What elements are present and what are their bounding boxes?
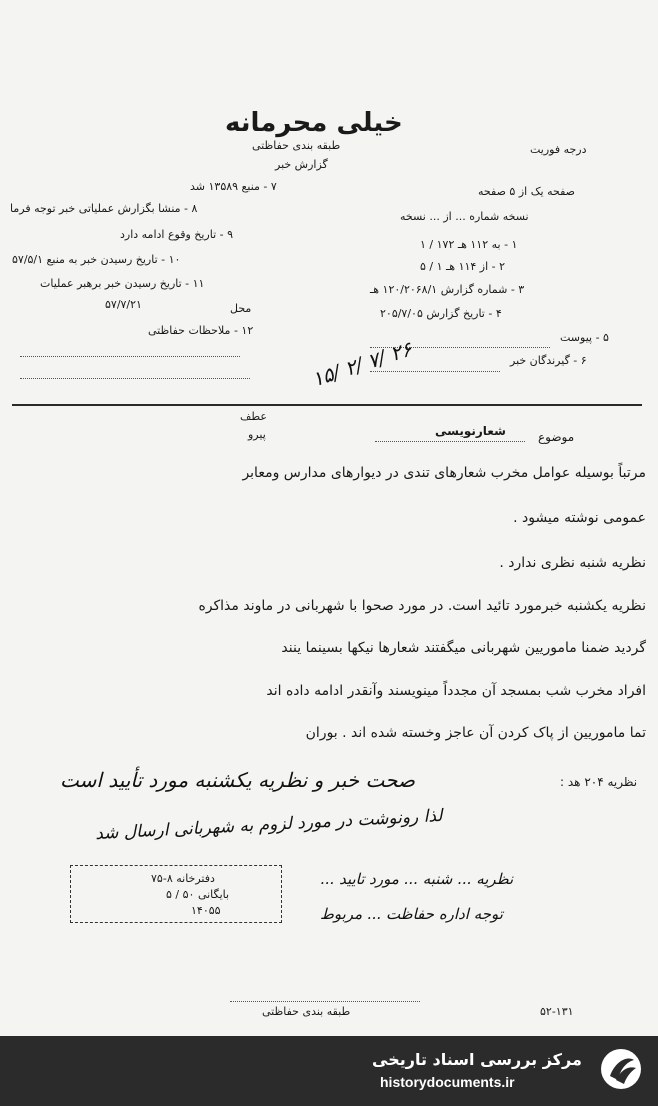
opinion-label: نظریه ۲۰۴ هد : (560, 775, 638, 789)
ref-label: عطف (240, 410, 267, 423)
field-ops-date-value: ۵۷/۷/۲۱ (105, 298, 142, 311)
field-report-number: ۳ - شماره گزارش ۱۲۰/۲۰۶۸/۱ هـ (370, 283, 525, 296)
stamp-line: بایگانی ۵۰ / ۵ (166, 888, 230, 901)
page-count: صفحه یک از ۵ صفحه (478, 185, 575, 198)
field-ops-received-date: ۱۱ - تاریخ رسیدن خبر برهبر عملیات (40, 277, 205, 290)
body-line: نظریه یکشنبه خبرمورد تائید است. در مورد صحوا با شهربانی در ماوند مذاکره (198, 598, 646, 614)
field-origin: ۸ - منشا بگزارش عملیاتی خبر توجه فرما (10, 202, 198, 215)
document-title: خیلی محرمانه (225, 108, 403, 138)
field-source-received-date: ۱۰ - تاریخ رسیدن خبر به منبع ۵۷/۵/۱ (12, 253, 181, 266)
handwritten-opinion: صحت خبر و نظریه یکشنبه مورد تأیید است (60, 768, 415, 792)
body-line: گردید ضمنا ماموریین شهربانی میگفتند شعارها نیکها بسینما ینند (281, 640, 646, 656)
handwritten-note: توجه اداره حفاظت ... مربوط (320, 905, 503, 923)
watermark-title: مرکز بررسی اسناد تاریخی (372, 1050, 582, 1069)
field-from: ۲ - از ۱۱۴ هـ ۱ / ۵ (420, 260, 506, 273)
watermark-url: historydocuments.ir (380, 1074, 515, 1090)
body-line: عمومی نوشته میشود . (513, 510, 646, 526)
copy-number: نسخه شماره ... از ... نسخه (400, 210, 529, 223)
followup-label: پیرو (248, 428, 266, 441)
registry-stamp (70, 865, 282, 923)
field-security-notes: ۱۲ - ملاحظات حفاظتی (148, 324, 254, 337)
body-line: تما ماموریین از پاک کردن آن عاجز وخسته شده اند . بوران (305, 725, 646, 741)
field-occurrence-date: ۹ - تاریخ وقوع ادامه دارد (120, 228, 234, 241)
classification-label: طبقه بندی حفاظتی (252, 139, 341, 152)
handwritten-date: ۱۵/ ۲/ ۷/ ۲۶ (308, 336, 415, 392)
separator-line (12, 404, 642, 406)
body-line: افراد مخرب شب بمسجد آن مجدداً مینویسند وآنقدر ادامه داده اند (266, 683, 646, 699)
subject-value: شعارنویسی (435, 424, 506, 438)
archive-logo-icon (598, 1046, 644, 1092)
field-to: ۱ - به ۱۱۲ هـ ۱۷۲ / ۱ (420, 238, 518, 251)
field-source: ۷ - منبع ۱۳۵۸۹ شد (190, 180, 277, 193)
footer-classification: طبقه بندی حفاظتی (262, 1005, 351, 1018)
urgency-label: درجه فوریت (530, 143, 587, 156)
stamp-line: دفترخانه ۸-۷۵ (151, 872, 215, 885)
body-line: مرتباً بوسیله عوامل مخرب شعارهای تندی در دیوارهای مدارس ومعابر (242, 465, 646, 481)
watermark-band (0, 1036, 658, 1106)
field-report-date: ۴ - تاریخ گزارش ۲۰۵/۷/۰۵ (380, 307, 502, 320)
body-line: نظریه شنبه نظری ندارد . (499, 555, 646, 571)
handwritten-note: لذا رونوشت در مورد لزوم به شهربانی ارسال شد (94, 805, 443, 845)
field-recipients: ۶ - گیرندگان خبر (510, 354, 587, 367)
field-attachment: ۵ - پیوست (560, 331, 609, 344)
form-code: ۵۲-۱۳۱ (540, 1005, 574, 1018)
stamp-line: ۱۴۰۵۵ (191, 904, 221, 917)
report-label: گزارش خبر (275, 158, 328, 171)
subject-label: موضوع (538, 430, 575, 444)
handwritten-note: نظریه ... شنبه ... مورد تایید ... (320, 870, 514, 888)
field-place: محل (230, 302, 252, 315)
